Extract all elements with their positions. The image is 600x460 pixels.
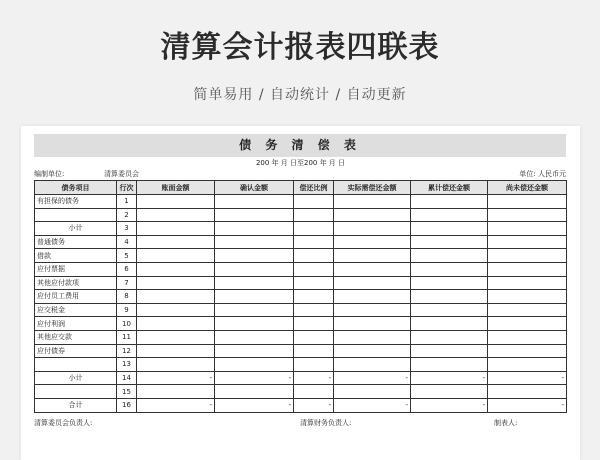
amount-cell[interactable] bbox=[137, 290, 215, 304]
row-index: 5 bbox=[117, 249, 137, 263]
amount-cell[interactable] bbox=[488, 344, 567, 358]
amount-cell[interactable] bbox=[215, 317, 294, 331]
currency-unit: 单位: 人民币元 bbox=[519, 170, 566, 178]
column-header: 行次 bbox=[117, 181, 137, 195]
row-index: 11 bbox=[117, 330, 137, 344]
table-header-row bbox=[35, 181, 567, 195]
amount-cell[interactable] bbox=[488, 276, 567, 290]
amount-cell[interactable] bbox=[137, 222, 215, 236]
table-row bbox=[35, 303, 567, 317]
table-row bbox=[35, 222, 567, 236]
debt-item[interactable]: 小计 bbox=[35, 371, 117, 385]
row-index: 2 bbox=[117, 208, 137, 222]
table-row bbox=[35, 398, 567, 412]
hero-header bbox=[0, 0, 600, 125]
debt-item[interactable] bbox=[35, 385, 117, 399]
amount-cell[interactable] bbox=[294, 208, 334, 222]
row-index: 7 bbox=[117, 276, 137, 290]
table-row bbox=[35, 208, 567, 222]
amount-cell[interactable] bbox=[411, 222, 488, 236]
amount-cell[interactable] bbox=[411, 303, 488, 317]
amount-cell[interactable]: - bbox=[334, 398, 411, 412]
amount-cell[interactable] bbox=[411, 235, 488, 249]
table-row bbox=[35, 235, 567, 249]
amount-cell[interactable] bbox=[488, 303, 567, 317]
amount-cell[interactable] bbox=[411, 385, 488, 399]
amount-cell[interactable]: - bbox=[334, 371, 411, 385]
amount-cell[interactable] bbox=[334, 195, 411, 209]
amount-cell[interactable] bbox=[488, 290, 567, 304]
amount-cell[interactable] bbox=[215, 195, 294, 209]
amount-cell[interactable] bbox=[411, 249, 488, 263]
amount-cell[interactable] bbox=[294, 358, 334, 372]
row-index: 4 bbox=[117, 235, 137, 249]
amount-cell[interactable] bbox=[215, 358, 294, 372]
amount-cell[interactable]: - bbox=[137, 371, 215, 385]
amount-cell[interactable] bbox=[137, 276, 215, 290]
compiling-unit-value: 清算委员会 bbox=[104, 170, 139, 178]
amount-cell[interactable] bbox=[137, 249, 215, 263]
amount-cell[interactable] bbox=[488, 235, 567, 249]
amount-cell[interactable]: - bbox=[137, 398, 215, 412]
amount-cell[interactable] bbox=[488, 330, 567, 344]
column-header: 尚未偿还金额 bbox=[488, 181, 567, 195]
debt-item[interactable] bbox=[35, 358, 117, 372]
amount-cell[interactable] bbox=[488, 208, 567, 222]
amount-cell[interactable] bbox=[411, 290, 488, 304]
amount-cell[interactable] bbox=[488, 262, 567, 276]
table-row bbox=[35, 262, 567, 276]
amount-cell[interactable] bbox=[488, 249, 567, 263]
table-row bbox=[35, 317, 567, 331]
amount-cell[interactable] bbox=[411, 262, 488, 276]
amount-cell[interactable] bbox=[137, 208, 215, 222]
amount-cell[interactable] bbox=[294, 195, 334, 209]
column-header: 确认金额 bbox=[215, 181, 294, 195]
table-row bbox=[35, 358, 567, 372]
table-row bbox=[35, 344, 567, 358]
amount-cell[interactable] bbox=[215, 249, 294, 263]
amount-cell[interactable] bbox=[411, 344, 488, 358]
amount-cell[interactable] bbox=[334, 317, 411, 331]
debt-item[interactable]: 小计 bbox=[35, 222, 117, 236]
liquidation-head: 清算委员会负责人: bbox=[34, 419, 93, 427]
amount-cell[interactable] bbox=[411, 358, 488, 372]
amount-cell[interactable] bbox=[488, 358, 567, 372]
amount-cell[interactable] bbox=[215, 330, 294, 344]
amount-cell[interactable] bbox=[294, 303, 334, 317]
amount-cell[interactable] bbox=[137, 344, 215, 358]
amount-cell[interactable] bbox=[334, 385, 411, 399]
page-subtitle: 简单易用 / 自动统计 / 自动更新 bbox=[193, 87, 407, 103]
amount-cell[interactable] bbox=[215, 262, 294, 276]
amount-cell[interactable] bbox=[294, 330, 334, 344]
table-row bbox=[35, 371, 567, 385]
sheet-title: 债 务 清 偿 表 bbox=[34, 134, 566, 157]
amount-cell[interactable]: - bbox=[411, 398, 488, 412]
debt-item[interactable]: 应付员工费用 bbox=[35, 290, 117, 304]
column-header: 偿还比例 bbox=[294, 181, 334, 195]
debt-item[interactable]: 普通债务 bbox=[35, 235, 117, 249]
amount-cell[interactable] bbox=[488, 385, 567, 399]
amount-cell[interactable] bbox=[411, 208, 488, 222]
amount-cell[interactable] bbox=[215, 344, 294, 358]
amount-cell[interactable] bbox=[215, 208, 294, 222]
column-header: 债务项目 bbox=[35, 181, 117, 195]
row-index: 10 bbox=[117, 317, 137, 331]
compiling-unit-label: 编制单位: bbox=[34, 170, 65, 178]
debt-item[interactable]: 合计 bbox=[35, 398, 117, 412]
amount-cell[interactable] bbox=[137, 385, 215, 399]
amount-cell[interactable] bbox=[488, 222, 567, 236]
amount-cell[interactable] bbox=[137, 235, 215, 249]
amount-cell[interactable] bbox=[215, 235, 294, 249]
row-index: 8 bbox=[117, 290, 137, 304]
row-index: 16 bbox=[117, 398, 137, 412]
amount-cell[interactable] bbox=[215, 303, 294, 317]
amount-cell[interactable] bbox=[137, 303, 215, 317]
amount-cell[interactable]: - bbox=[215, 398, 294, 412]
page-title: 清算会计报表四联表 bbox=[160, 30, 440, 65]
table-row bbox=[35, 290, 567, 304]
amount-cell[interactable] bbox=[215, 222, 294, 236]
amount-cell[interactable] bbox=[411, 330, 488, 344]
debt-item[interactable]: 其他应付款项 bbox=[35, 276, 117, 290]
amount-cell[interactable] bbox=[294, 262, 334, 276]
amount-cell[interactable] bbox=[294, 317, 334, 331]
amount-cell[interactable] bbox=[137, 330, 215, 344]
table-row bbox=[35, 385, 567, 399]
amount-cell[interactable] bbox=[334, 222, 411, 236]
amount-cell[interactable]: - bbox=[488, 371, 567, 385]
column-header: 累计偿还金额 bbox=[411, 181, 488, 195]
amount-cell[interactable] bbox=[137, 317, 215, 331]
table-row bbox=[35, 249, 567, 263]
amount-cell[interactable] bbox=[334, 235, 411, 249]
amount-cell[interactable] bbox=[137, 195, 215, 209]
amount-cell[interactable] bbox=[334, 276, 411, 290]
date-range: 200 年 月 日至200 年 月 日 bbox=[255, 159, 346, 167]
amount-cell[interactable] bbox=[334, 249, 411, 263]
table-row bbox=[35, 330, 567, 344]
amount-cell[interactable] bbox=[215, 385, 294, 399]
row-index: 3 bbox=[117, 222, 137, 236]
row-index: 9 bbox=[117, 303, 137, 317]
amount-cell[interactable] bbox=[334, 303, 411, 317]
amount-cell[interactable] bbox=[411, 276, 488, 290]
amount-cell[interactable] bbox=[488, 317, 567, 331]
preparer: 制表人: bbox=[494, 419, 518, 427]
amount-cell[interactable] bbox=[294, 276, 334, 290]
row-index: 1 bbox=[117, 195, 137, 209]
row-index: 12 bbox=[117, 344, 137, 358]
row-index: 15 bbox=[117, 385, 137, 399]
debt-item[interactable]: 应付票据 bbox=[35, 262, 117, 276]
debt-item[interactable]: 应付债券 bbox=[35, 344, 117, 358]
amount-cell[interactable] bbox=[411, 195, 488, 209]
amount-cell[interactable] bbox=[294, 385, 334, 399]
row-index: 14 bbox=[117, 371, 137, 385]
amount-cell[interactable] bbox=[488, 195, 567, 209]
amount-cell[interactable] bbox=[294, 249, 334, 263]
debt-item[interactable]: 有担保的债务 bbox=[35, 195, 117, 209]
debt-table bbox=[34, 180, 567, 413]
amount-cell[interactable]: - bbox=[488, 398, 567, 412]
table-row bbox=[35, 276, 567, 290]
debt-item[interactable]: 应交税金 bbox=[35, 303, 117, 317]
amount-cell[interactable] bbox=[334, 290, 411, 304]
table-row bbox=[35, 195, 567, 209]
amount-cell[interactable] bbox=[294, 344, 334, 358]
amount-cell[interactable] bbox=[334, 344, 411, 358]
amount-cell[interactable] bbox=[334, 208, 411, 222]
amount-cell[interactable] bbox=[294, 290, 334, 304]
amount-cell[interactable]: - bbox=[294, 398, 334, 412]
amount-cell[interactable]: - bbox=[215, 371, 294, 385]
compiling-unit bbox=[34, 169, 139, 179]
column-header: 账面金额 bbox=[137, 181, 215, 195]
amount-cell[interactable] bbox=[294, 222, 334, 236]
amount-cell[interactable] bbox=[334, 358, 411, 372]
amount-cell[interactable] bbox=[294, 235, 334, 249]
debt-item[interactable]: 应付利润 bbox=[35, 317, 117, 331]
amount-cell[interactable] bbox=[334, 262, 411, 276]
column-header: 实际需偿还金额 bbox=[334, 181, 411, 195]
row-index: 6 bbox=[117, 262, 137, 276]
amount-cell[interactable] bbox=[411, 317, 488, 331]
amount-cell[interactable] bbox=[215, 276, 294, 290]
amount-cell[interactable] bbox=[215, 290, 294, 304]
debt-item[interactable]: 其他应交款 bbox=[35, 330, 117, 344]
debt-item[interactable] bbox=[35, 208, 117, 222]
spreadsheet-preview bbox=[21, 126, 580, 460]
row-index: 13 bbox=[117, 358, 137, 372]
amount-cell[interactable] bbox=[137, 262, 215, 276]
amount-cell[interactable]: - bbox=[294, 371, 334, 385]
amount-cell[interactable] bbox=[334, 330, 411, 344]
debt-item[interactable]: 借款 bbox=[35, 249, 117, 263]
amount-cell[interactable] bbox=[137, 358, 215, 372]
amount-cell[interactable]: - bbox=[411, 371, 488, 385]
finance-head: 清算财务负责人: bbox=[300, 419, 352, 427]
